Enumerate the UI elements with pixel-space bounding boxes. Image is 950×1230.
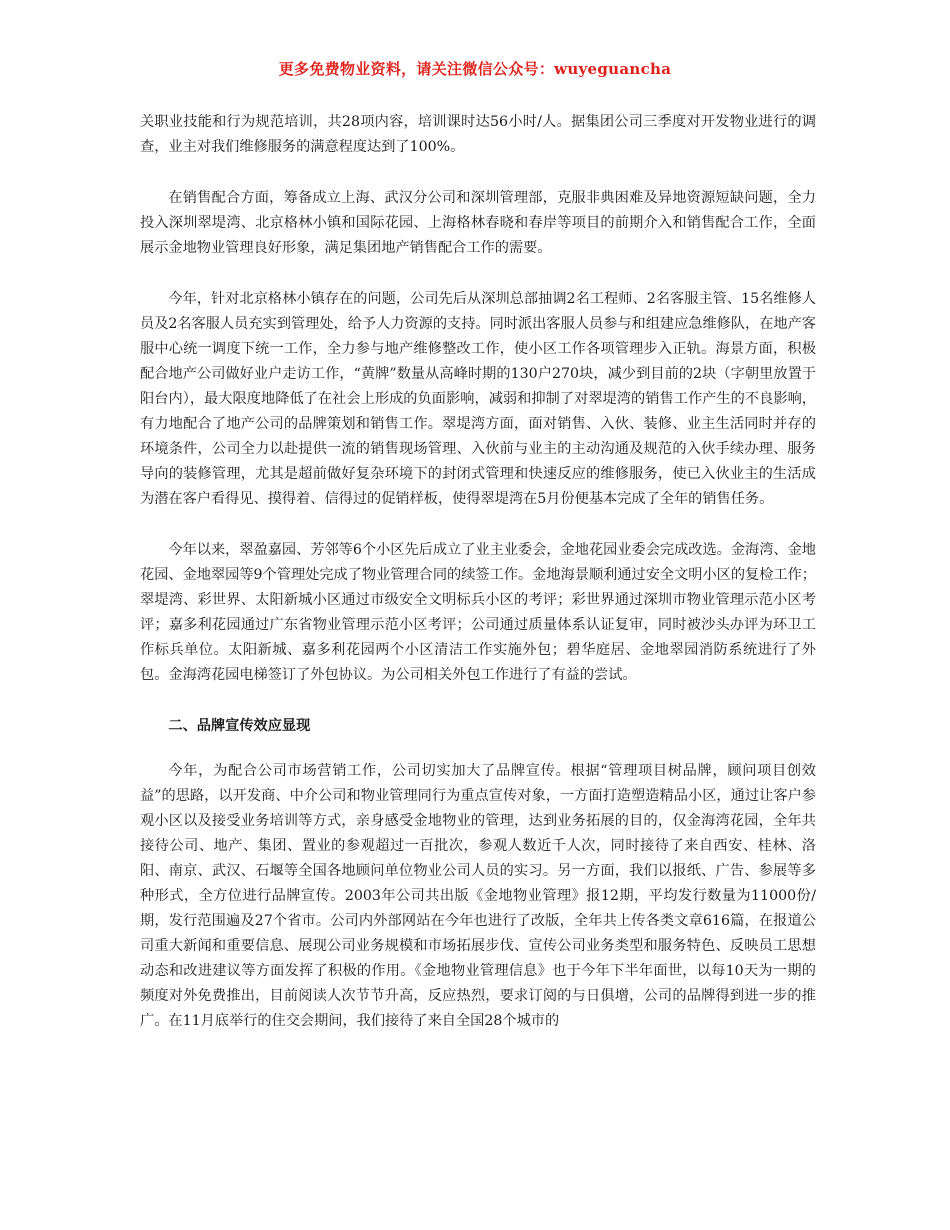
paragraph-brand-promotion: 今年，为配合公司市场营销工作，公司切实加大了品牌宣传。根据“管理项目树品牌，顾问项目创效益”的思路，以开发商、中介公司和物业管理同行为重点宣传对象，一方面打造塑造精品小区，通过让客户参观小区以及接受业务培训等方式，亲身感受金地物业的管理，达到业务拓展的目的，仅金海湾花园，全年共接待公司、地产、集团、置业的参观超过一百批次，参观人数近千人次，同时接待了来自西安、桂林、洛阳、南京、武汉、石堰等全国各地顾问单位物业公司人员的实习。另一方面，我们以报纸、广告、参展等多种形式，全方位进行品牌宣传。2003年公司共出版《金地物业管理》报12期，平均发行数量为11000份/期，发行范围遍及27个省市。公司内外部网站在今年也进行了改版，全年共上传各类文章616篇，在报道公司重大新闻和重要信息、展现公司业务规模和市场拓展步伐、宣传公司业务类型和服务特色、反映员工思想动态和改进建议等方面发挥了积极的作用。《金地物业管理信息》也于今年下半年面世，以每10天为一期的频度对外免费推出，目前阅读人次节节升高，反应热烈，要求订阅的与日俱增，公司的品牌得到进一步的推广。在11月底举行的住交会期间，我们接待了来自全国28个城市的 [140, 763, 816, 1029]
promo-header: 更多免费物业资料，请关注微信公众号：wuyeguancha [278, 60, 672, 78]
paragraph-sales-support: 在销售配合方面，筹备成立上海、武汉分公司和深圳管理部，克服非典困难及异地资源短缺问题，全力投入深圳翠堤湾、北京格林小镇和国际花园、上海格林春晓和春岸等项目的前期介入和销售配合工作，全面展示金地物业管理良好形象，满足集团地产销售配合工作的需要。 [140, 190, 816, 256]
paragraph-beijing-greenland: 今年，针对北京格林小镇存在的问题，公司先后从深圳总部抽调2名工程师、2名客服主管、15名维修人员及2名客服人员充实到管理处，给予人力资源的支持。同时派出客服人员参与和组建应急维修队，在地产客服中心统一调度下统一工作，全力参与地产维修整改工作，使小区工作各项管理步入正轨。海景方面，积极配合地产公司做好业户走访工作，“黄牌”数量从高峰时期的130户270块，减少到目前的2块（字朝里放置于阳台内），最大限度地降低了在社会上形成的负面影响，减弱和抑制了对翠堤湾的销售工作产生的不良影响，有力地配合了地产公司的品牌策划和销售工作。翠堤湾方面，面对销售、入伙、装修、业主生活同时并存的环境条件，公司全力以赴提供一流的销售现场管理、入伙前与业主的主动沟通及规范的入伙手续办理、服务导向的装修管理，尤其是超前做好复杂环境下的封闭式管理和快速反应的维修服务，使已入伙业主的生活成为潜在客户看得见、摸得着、信得过的促销样板，使得翠堤湾在5月份便基本完成了全年的销售任务。 [140, 291, 816, 507]
paragraph-owner-committees: 今年以来，翠盈嘉园、芳邻等6个小区先后成立了业主业委会，金地花园业委会完成改选。金海湾、金地花园、金地翠园等9个管理处完成了物业管理合同的续签工作。金地海景顺利通过安全文明小区的复检工作；翠堤湾、彩世界、太阳新城小区通过市级安全文明标兵小区的考评；彩世界通过深圳市物业管理示范小区考评；嘉多利花园通过广东省物业管理示范小区考评；公司通过质量体系认证复审，同时被沙头办评为环卫工作标兵单位。太阳新城、嘉多利花园两个小区清洁工作实施外包；碧华庭居、金地翠园消防系统进行了外包。金海湾花园电梯签订了外包协议。为公司相关外包工作进行了有益的尝试。 [140, 542, 816, 683]
section-heading-brand: 二、品牌宣传效应显现 [168, 718, 311, 734]
paragraph-training: 关职业技能和行为规范培训，共28项内容，培训课时达56小时/人。据集团公司三季度对开发物业进行的调查，业主对我们维修服务的满意程度达到了100%。 [140, 114, 816, 155]
document-body [140, 110, 816, 1060]
